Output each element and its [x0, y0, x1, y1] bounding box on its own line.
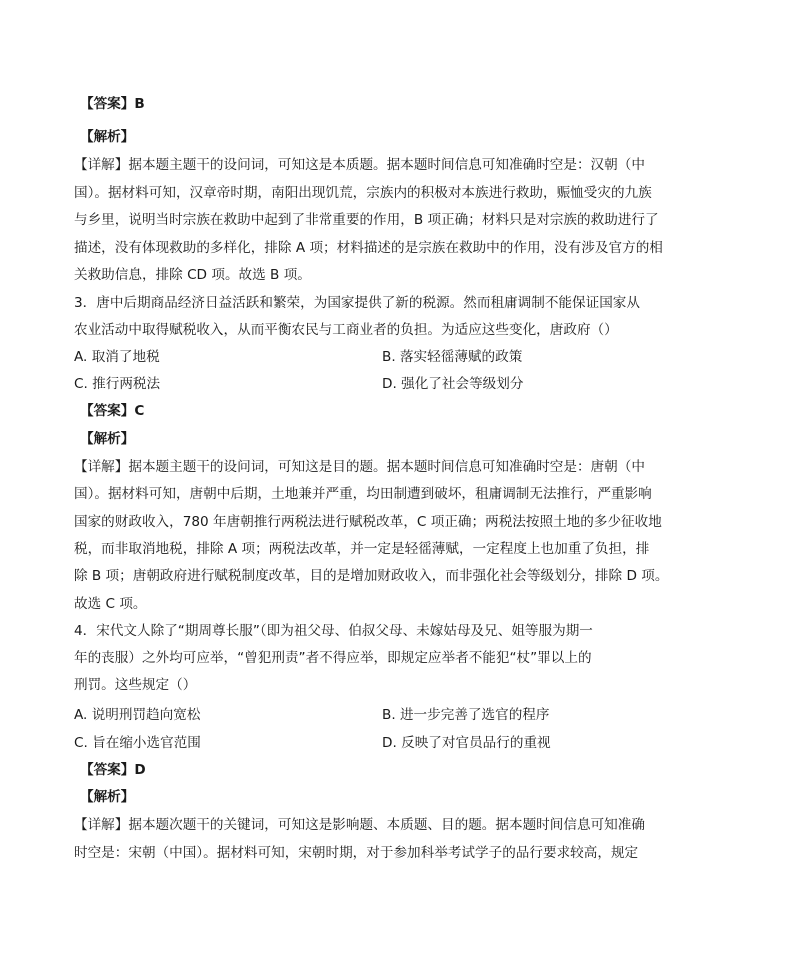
explanation-line: 【详解】据本题主题干的设问词，可知这是目的题。据本题时间信息可知准确时空是：唐朝（中	[74, 459, 645, 475]
question-3-option-c: C. 推行两税法	[74, 376, 161, 392]
question-3-stem: 农业活动中取得赋税收入，从而平衡农民与工商业者的负担。为适应这些变化，唐政府（）	[74, 322, 618, 338]
explanation-line: 国家的财政收入，780 年唐朝推行两税法进行赋税改革，C 项正确；两税法按照土地的多少征收地	[74, 514, 662, 530]
explanation-line: 税，而非取消地税，排除 A 项；两税法改革，并一定是轻徭薄赋，一定程度上也加重了负担，排	[74, 541, 650, 557]
explanation-line: 描述，没有体现救助的多样化，排除 A 项；材料描述的是宗族在救助中的作用，没有涉及官方的相	[74, 240, 663, 256]
question-4-stem: 年的丧服）之外均可应举，“曾犯刑责”者不得应举，即规定应举者不能犯“杖”罪以上的	[74, 650, 592, 666]
question-3-option-a: A. 取消了地税	[74, 349, 160, 365]
question-4-stem: 4．宋代文人除了“期周尊长服”（即为祖父母、伯叔父母、未嫁姑母及兄、姐等服为期一	[74, 623, 593, 639]
question-3-option-d: D. 强化了社会等级划分	[382, 376, 524, 392]
question-4-option-a: A. 说明刑罚趋向宽松	[74, 707, 201, 723]
question-4-option-d: D. 反映了对官员品行的重视	[382, 735, 551, 751]
explanation-line: 关救助信息，排除 CD 项。故选 B 项。	[74, 267, 311, 283]
explanation-line: 与乡里，说明当时宗族在救助中起到了非常重要的作用，B 项正确；材料只是对宗族的救助进行了	[74, 212, 659, 228]
explanation-line: 故选 C 项。	[74, 596, 147, 612]
analysis-label: 【解析】	[80, 431, 135, 447]
question-4-stem: 刑罚。这些规定（）	[74, 677, 197, 693]
explanation-line: 【详解】据本题次题干的关键词，可知这是影响题、本质题、目的题。据本题时间信息可知准确	[74, 817, 645, 833]
question-3-stem: 3．唐中后期商品经济日益活跃和繁荣，为国家提供了新的税源。然而租庸调制不能保证国家从	[74, 295, 640, 311]
explanation-line: 国）。据材料可知，汉章帝时期，南阳出现饥荒，宗族内的积极对本族进行救助，赈恤受灾的九族	[74, 185, 652, 201]
question-4-option-c: C. 旨在缩小选官范围	[74, 735, 201, 751]
answer-label: 【答案】B	[80, 96, 145, 112]
explanation-line: 时空是：宋朝（中国）。据材料可知，宋朝时期，对于参加科举考试学子的品行要求较高，规定	[74, 845, 639, 861]
answer-label: 【答案】D	[80, 762, 146, 778]
analysis-label: 【解析】	[80, 789, 135, 805]
question-4-option-b: B. 进一步完善了选官的程序	[382, 707, 550, 723]
explanation-line: 国）。据材料可知，唐朝中后期，土地兼并严重，均田制遭到破坏，租庸调制无法推行，严重影响	[74, 486, 652, 502]
question-3-option-b: B. 落实轻徭薄赋的政策	[382, 349, 523, 365]
explanation-line: 【详解】据本题主题干的设问词，可知这是本质题。据本题时间信息可知准确时空是：汉朝（中	[74, 157, 645, 173]
analysis-label: 【解析】	[80, 129, 135, 145]
answer-label: 【答案】C	[80, 403, 145, 419]
explanation-line: 除 B 项；唐朝政府进行赋税制度改革，目的是增加财政收入，而非强化社会等级划分，排除 D 项。	[74, 568, 669, 584]
